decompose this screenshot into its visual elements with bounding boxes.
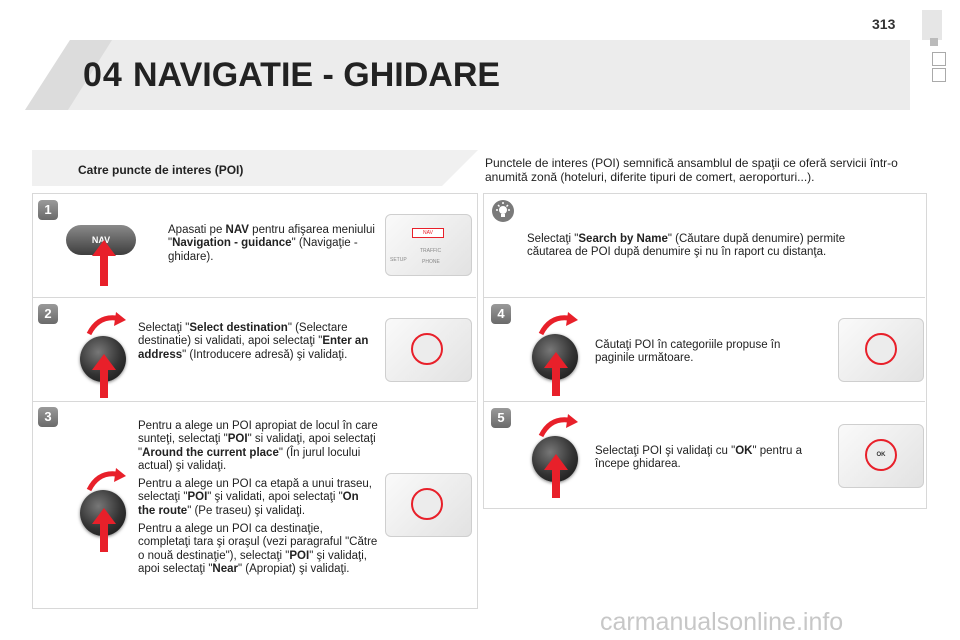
page-title: NAVIGATIE - GHIDARE <box>133 56 501 94</box>
thumb-traffic-key: TRAFFIC <box>420 248 442 254</box>
step-3-text: Pentru a alege un POI apropiat de locul în care sunteţi, selectaţi "POI" si validaţi, apoi selectaţi "Around the current place" (În jurul locului actual) şi validaţi. Pentru a alege un POI ca etapă a unui traseu, selectaţi "POI" şi validati, apoi selectaţi "On the route" (Pe traseu) şi validaţi. Pentru a alege un POI ca destinaţie, completaţi tara şi oraşul (vezi paragraful "Către o nouă destinaţie"), selectaţi "POI" şi validaţi, apoi selectaţi "Near" (Apropiat) şi validaţi. <box>138 420 378 575</box>
step-4-text: Căutaţi POI în categoriile propuse în paginile următoare. <box>595 339 781 365</box>
section-title: Catre puncte de interes (POI) <box>78 163 244 177</box>
nav-panel-thumbnail <box>385 214 472 276</box>
thumb-setup-key: SETUP <box>390 257 407 263</box>
knob-panel-thumbnail <box>385 473 472 537</box>
divider <box>484 297 925 298</box>
page-number: 313 <box>872 16 896 32</box>
rotate-arrow-icon <box>538 312 578 336</box>
step-badge-3: 3 <box>38 407 58 427</box>
thumb-knob <box>865 333 897 365</box>
arrow-up-icon <box>92 354 116 398</box>
section-intro: Punctele de interes (POI) semnifică ansamblul de spaţii ce oferă servicii într-o anumită zonă (hoteluri, diferite tipuri de comert, aeroporturi...). <box>485 156 898 184</box>
arrow-up-icon <box>92 240 116 286</box>
thumb-ok-key: OK <box>865 439 897 471</box>
divider <box>484 401 925 402</box>
knob-panel-thumbnail <box>385 318 472 382</box>
tip-text: Selectaţi "Search by Name" (Căutare după denumire) permite căutarea de POI după denumire şi nu în raport cu distanţa. <box>527 233 846 259</box>
arrow-up-icon <box>92 508 116 552</box>
step-badge-2: 2 <box>38 304 58 324</box>
lightbulb-icon <box>491 199 515 223</box>
corner-marker <box>930 38 938 46</box>
thumb-knob <box>411 488 443 520</box>
nav-button-illustration: NAV <box>66 225 136 255</box>
step-1-text: Apasati pe NAV pentru afişarea meniului "Navigation - guidance" (Navigaţie - ghidare). <box>168 224 375 263</box>
step-badge-5: 5 <box>491 408 511 428</box>
rotate-arrow-icon <box>86 312 126 336</box>
divider <box>33 401 476 402</box>
divider <box>33 297 476 298</box>
step-badge-4: 4 <box>491 304 511 324</box>
thumb-nav-key: NAV <box>412 228 444 238</box>
step-badge-1: 1 <box>38 200 58 220</box>
thumb-knob <box>411 333 443 365</box>
watermark: carmanualsonline.info <box>600 608 844 636</box>
corner-tab <box>922 10 942 40</box>
step-5-text: Selectaţi POI şi validaţi cu "OK" pentru a începe ghidarea. <box>595 445 802 471</box>
rotate-arrow-icon <box>86 468 126 492</box>
thumb-phone-key: PHONE <box>422 259 440 265</box>
arrow-up-icon <box>544 352 568 396</box>
chapter-number: 04 <box>83 56 123 94</box>
knob-panel-thumbnail <box>838 318 924 382</box>
rotate-arrow-icon <box>538 414 578 438</box>
knob-panel-thumbnail <box>838 424 924 488</box>
arrow-up-icon <box>544 454 568 498</box>
side-square <box>932 68 946 82</box>
side-square <box>932 52 946 66</box>
step-2-text: Selectaţi "Select destination" (Selectare destinatie) si validati, apoi selectaţi "Enter an address" (Introducere adresă) şi validaţi. <box>138 322 369 361</box>
